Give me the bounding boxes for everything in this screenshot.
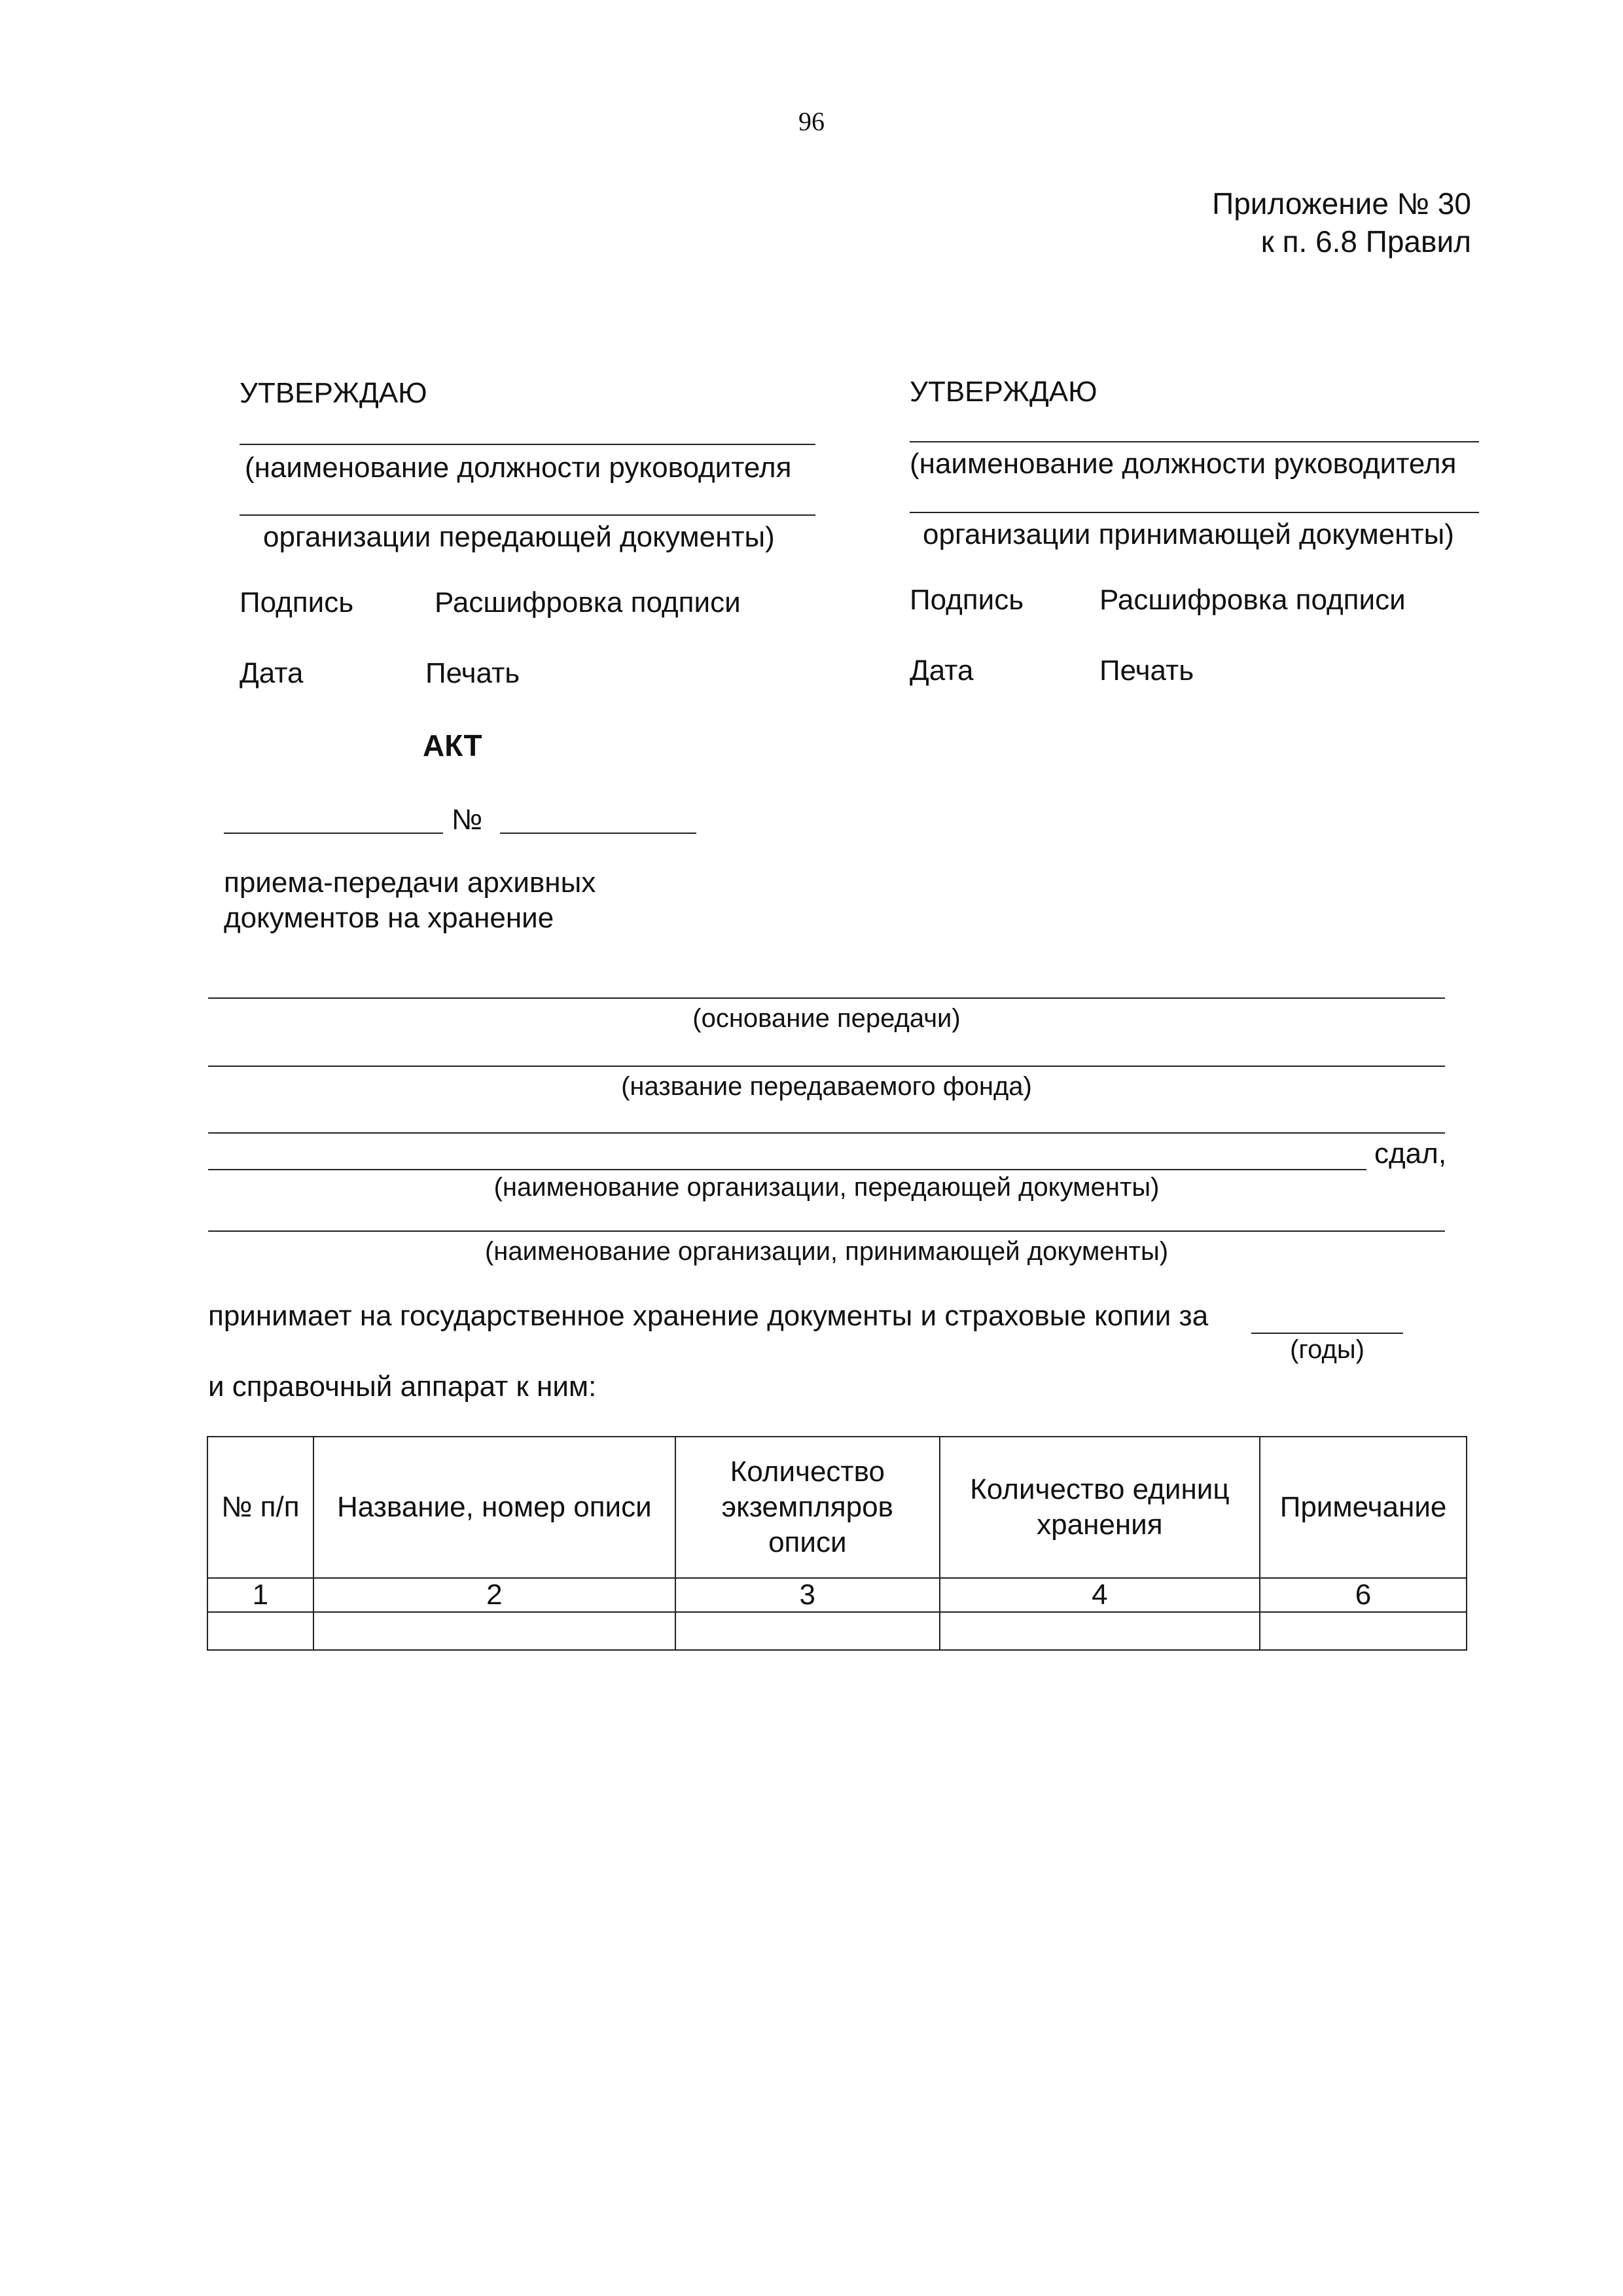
position-hint: (наименование должности руководителя: [910, 448, 1457, 480]
appendix-reference: [1212, 185, 1471, 260]
signature-decode-label: Расшифровка подписи: [1099, 584, 1406, 616]
signature-decode-label: Расшифровка подписи: [435, 586, 741, 619]
seal-label: Печать: [425, 657, 520, 689]
column-number: 3: [675, 1578, 940, 1612]
column-header: Примечание: [1260, 1437, 1467, 1578]
column-number: 4: [940, 1578, 1260, 1612]
sender-organization-caption: (наименование организации, передающей документы): [493, 1173, 1160, 1202]
act-title: АКТ: [423, 728, 482, 762]
table-row: [207, 1612, 1467, 1650]
signature-label: Подпись: [910, 584, 1024, 616]
act-number-blank[interactable]: [500, 833, 696, 834]
position-line: [240, 444, 815, 445]
transfer-basis-caption: (основание передачи): [692, 1004, 961, 1033]
column-header: Количество единиц хранения: [940, 1437, 1260, 1578]
reference-apparatus-text: и справочный аппарат к ним:: [208, 1371, 597, 1403]
approval-block-receiver: [910, 376, 1499, 690]
position-line: [910, 441, 1479, 442]
seal-label: Печать: [1099, 655, 1194, 687]
act-date-blank[interactable]: [224, 833, 443, 834]
table-cell[interactable]: [207, 1612, 313, 1650]
approval-block-sender: [240, 377, 829, 691]
date-label: Дата: [910, 655, 974, 687]
table-cell[interactable]: [940, 1612, 1260, 1650]
page-number: 96: [798, 107, 825, 136]
act-subtitle-line-2: документов на хранение: [224, 902, 554, 934]
table-cell[interactable]: [313, 1612, 675, 1650]
years-caption: (годы): [1290, 1335, 1364, 1364]
receiver-organization-caption: (наименование организации, принимающей документы): [484, 1237, 1169, 1266]
column-number: 2: [313, 1578, 675, 1612]
appendix-line-2: к п. 6.8 Правил: [1260, 224, 1471, 259]
signature-label: Подпись: [240, 586, 354, 619]
organization-hint: организации принимающей документы): [923, 518, 1454, 550]
organization-line: [240, 514, 815, 516]
inventory-table: [207, 1436, 1467, 1651]
approval-title: УТВЕРЖДАЮ: [240, 377, 427, 409]
appendix-line-1: Приложение № 30: [1212, 187, 1471, 221]
sender-organization-field[interactable]: [208, 1169, 1366, 1170]
table-cell[interactable]: [675, 1612, 940, 1650]
approval-title: УТВЕРЖДАЮ: [910, 376, 1097, 408]
organization-hint: организации передающей документы): [263, 521, 775, 553]
table-cell[interactable]: [1260, 1612, 1467, 1650]
act-number-line: [224, 804, 695, 836]
years-field[interactable]: [1251, 1333, 1403, 1334]
column-number-row: [207, 1578, 1467, 1612]
date-label: Дата: [240, 657, 304, 689]
organization-line: [910, 512, 1479, 513]
act-subtitle: [224, 865, 596, 936]
fund-name-caption: (название передаваемого фонда): [621, 1072, 1032, 1101]
column-number: 6: [1260, 1578, 1467, 1612]
act-subtitle-line-1: приема-передачи архивных: [224, 867, 596, 899]
column-header: № п/п: [207, 1437, 313, 1578]
acceptance-statement: принимает на государственное хранение документы и страховые копии за: [208, 1300, 1209, 1332]
number-sign: №: [452, 804, 483, 836]
column-header: Название, номер описи: [313, 1437, 675, 1578]
handed-over-label: сдал,: [1374, 1138, 1447, 1170]
column-header: Количество экземпляров описи: [675, 1437, 940, 1578]
column-number: 1: [207, 1578, 313, 1612]
position-hint: (наименование должности руководителя: [245, 452, 792, 484]
table-header-row: [207, 1437, 1467, 1578]
